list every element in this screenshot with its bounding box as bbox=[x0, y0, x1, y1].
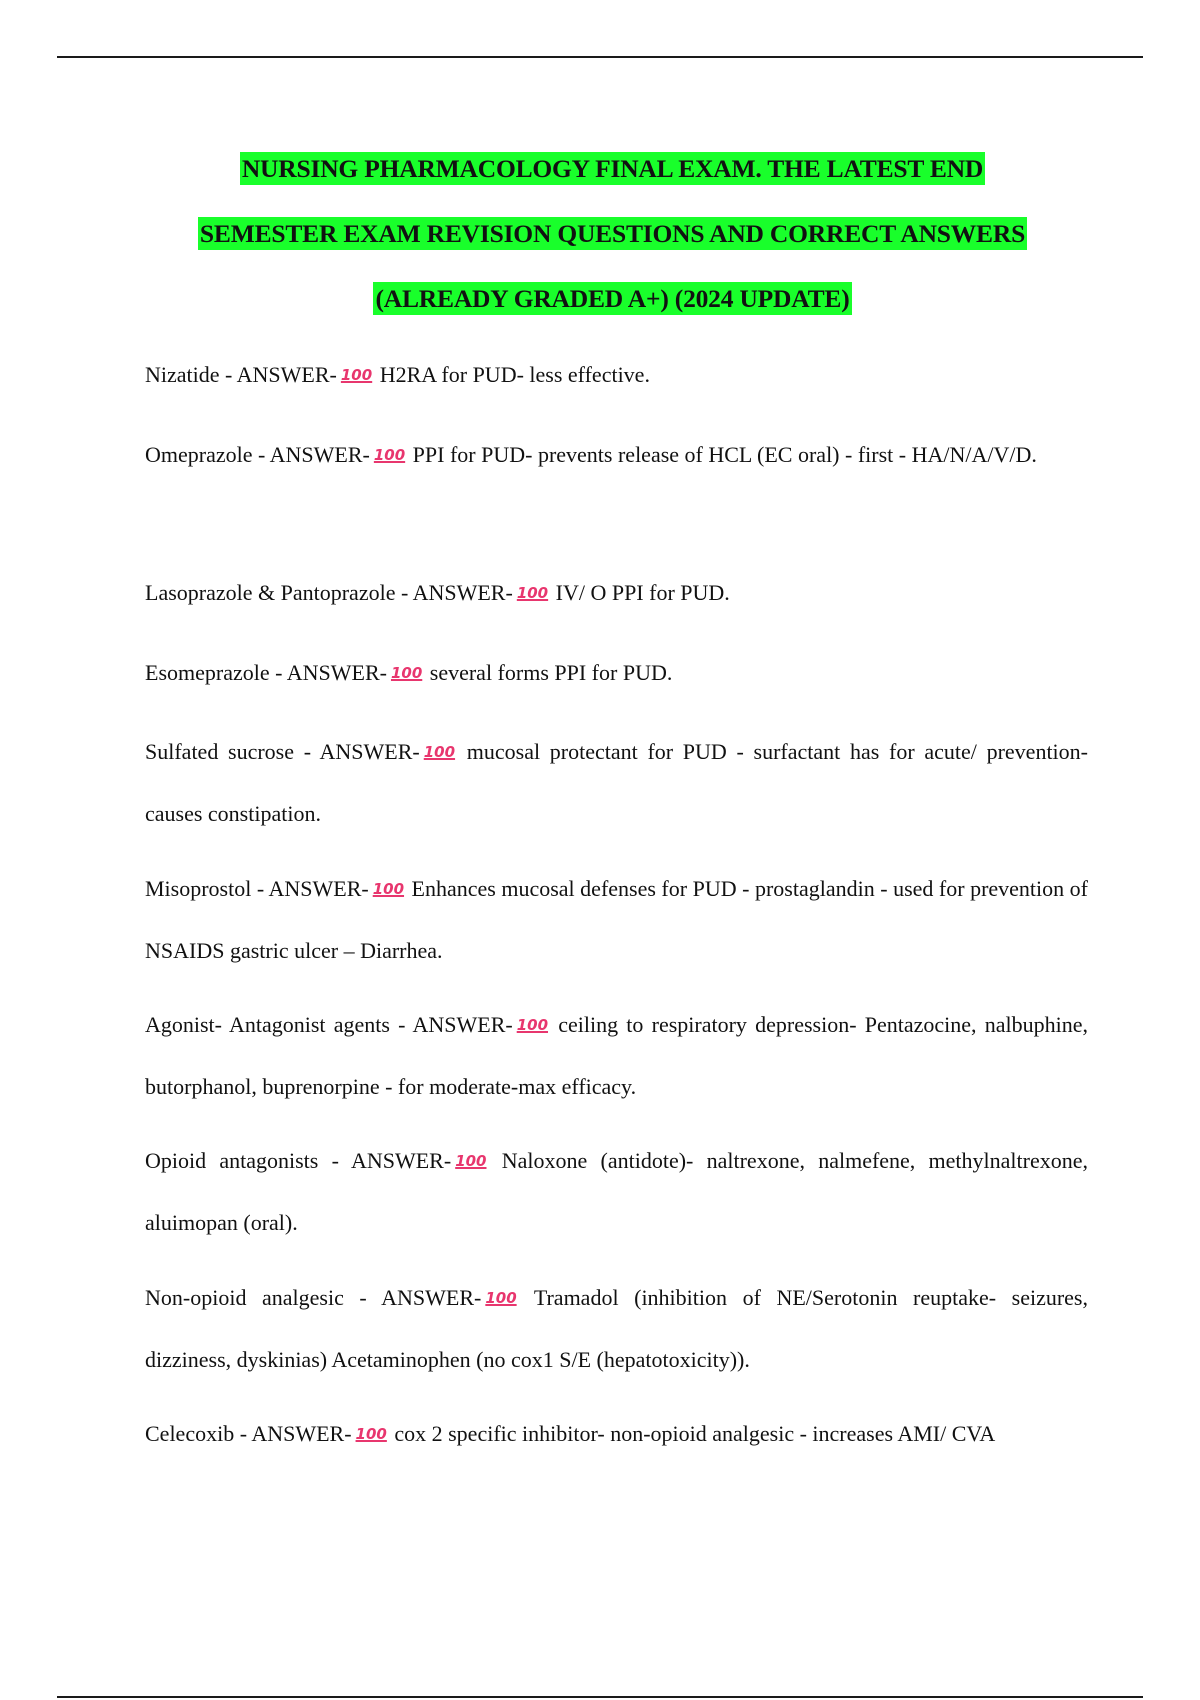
qa-answer: H2RA for PUD- less effective. bbox=[379, 362, 650, 387]
qa-entry-misoprostol: Misoprostol - ANSWER- 100 Enhances mucosal defenses for PUD - prostaglandin - used for prevention of NSAIDS gastric ulcer – Diarrhea. bbox=[145, 858, 1088, 981]
qa-answer: Enhances mucosal defenses for PUD - prostaglandin - used for prevention of NSAIDS gastric ulcer – Diarrhea. bbox=[145, 876, 1088, 963]
qa-term: Nizatide bbox=[145, 362, 220, 387]
qa-answer: mucosal protectant for PUD - surfactant has for acute/ prevention- causes constipation. bbox=[145, 739, 1088, 826]
qa-entry-sulfated-sucrose: Sulfated sucrose - ANSWER- 100 mucosal protectant for PUD - surfactant has for acute/ prevention- causes constipation. bbox=[145, 721, 1088, 844]
answer-label: ANSWER- bbox=[412, 580, 513, 605]
answer-label: ANSWER- bbox=[236, 362, 337, 387]
answer-label: ANSWER- bbox=[350, 1148, 452, 1173]
title-line-2: SEMESTER EXAM REVISION QUESTIONS AND CORRECT ANSWERS bbox=[199, 219, 1026, 248]
hundred-points-icon: 100 bbox=[485, 1289, 517, 1307]
qa-entry-opioid-antagonists: Opioid antagonists - ANSWER- 100 Naloxone (antidote)- naltrexone, nalmefene, methylnaltrexone, aluimopan (oral). bbox=[145, 1130, 1088, 1253]
hundred-points-icon: 100 bbox=[516, 1016, 549, 1034]
hundred-points-icon: 100 bbox=[455, 1152, 487, 1170]
title-line-3: (ALREADY GRADED A+) (2024 UPDATE) bbox=[375, 284, 850, 313]
qa-term: Misoprostol bbox=[145, 876, 252, 901]
qa-entry-omeprazole: Omeprazole - ANSWER- 100 PPI for PUD- prevents release of HCL (EC oral) - first - HA/N/A/V/D. bbox=[145, 424, 1088, 486]
qa-answer: Naloxone (antidote)- naltrexone, nalmefene, methylnaltrexone, aluimopan (oral). bbox=[145, 1148, 1089, 1235]
qa-answer: cox 2 specific inhibitor- non-opioid analgesic - increases AMI/ CVA bbox=[394, 1421, 996, 1446]
qa-answer: IV/ O PPI for PUD. bbox=[555, 580, 730, 605]
qa-answer: PPI for PUD- prevents release of HCL (EC oral) - first - HA/N/A/V/D. bbox=[412, 442, 1037, 467]
answer-label: ANSWER- bbox=[269, 442, 370, 467]
qa-entry-esomeprazole: Esomeprazole - ANSWER- 100 several forms PPI for PUD. bbox=[145, 642, 1088, 704]
qa-term: Lasoprazole & Pantoprazole bbox=[145, 580, 396, 605]
hundred-points-icon: 100 bbox=[373, 446, 406, 464]
answer-label: ANSWER- bbox=[251, 1421, 352, 1446]
qa-entry-non-opioid-analgesic: Non-opioid analgesic - ANSWER- 100 Tramadol (inhibition of NE/Serotonin reuptake- seizures, dizziness, dyskinias) Acetaminophen (no cox1 S/E (hepatotoxicity)). bbox=[145, 1267, 1088, 1390]
qa-answer: several forms PPI for PUD. bbox=[429, 660, 673, 685]
answer-label: ANSWER- bbox=[268, 876, 369, 901]
answer-label: ANSWER- bbox=[412, 1012, 513, 1037]
hundred-points-icon: 100 bbox=[423, 743, 456, 761]
answer-label: ANSWER- bbox=[381, 1285, 482, 1310]
document-title bbox=[145, 136, 1080, 331]
title-line-1: NURSING PHARMACOLOGY FINAL EXAM. THE LATEST END bbox=[241, 154, 984, 183]
qa-entry-agonist-antagonist: Agonist- Antagonist agents - ANSWER- 100 ceiling to respiratory depression- Pentazocine, nalbuphine, butorphanol, buprenorpine - for moderate-max efficacy. bbox=[145, 994, 1088, 1117]
qa-answer: Tramadol (inhibition of NE/Serotonin reuptake- seizures, dizziness, dyskinias) Acetaminophen (no cox1 S/E (hepatotoxicity)). bbox=[145, 1285, 1088, 1372]
hundred-points-icon: 100 bbox=[355, 1425, 387, 1443]
qa-term: Agonist- Antagonist agents bbox=[145, 1012, 390, 1037]
answer-label: ANSWER- bbox=[319, 739, 420, 764]
hundred-points-icon: 100 bbox=[516, 584, 549, 602]
answer-label: ANSWER- bbox=[286, 660, 387, 685]
hundred-points-icon: 100 bbox=[340, 366, 373, 384]
qa-entry-nizatide: Nizatide - ANSWER- 100 H2RA for PUD- less effective. bbox=[145, 344, 1088, 406]
qa-term: Celecoxib bbox=[145, 1421, 235, 1446]
top-rule bbox=[57, 56, 1143, 58]
qa-term: Sulfated sucrose bbox=[145, 739, 294, 764]
qa-term: Esomeprazole bbox=[145, 660, 270, 685]
qa-term: Non-opioid analgesic bbox=[145, 1285, 344, 1310]
qa-term: Opioid antagonists bbox=[145, 1148, 319, 1173]
bottom-rule bbox=[57, 1696, 1143, 1698]
hundred-points-icon: 100 bbox=[390, 664, 423, 682]
qa-answer: ceiling to respiratory depression- Pentazocine, nalbuphine, butorphanol, buprenorpine - for moderate-max efficacy. bbox=[145, 1012, 1088, 1099]
qa-term: Omeprazole bbox=[145, 442, 253, 467]
qa-entry-lasoprazole-pantoprazole: Lasoprazole & Pantoprazole - ANSWER- 100 IV/ O PPI for PUD. bbox=[145, 562, 1088, 624]
qa-entry-celecoxib: Celecoxib - ANSWER- 100 cox 2 specific inhibitor- non-opioid analgesic - increases AMI/ CVA bbox=[145, 1403, 1088, 1465]
hundred-points-icon: 100 bbox=[372, 880, 405, 898]
